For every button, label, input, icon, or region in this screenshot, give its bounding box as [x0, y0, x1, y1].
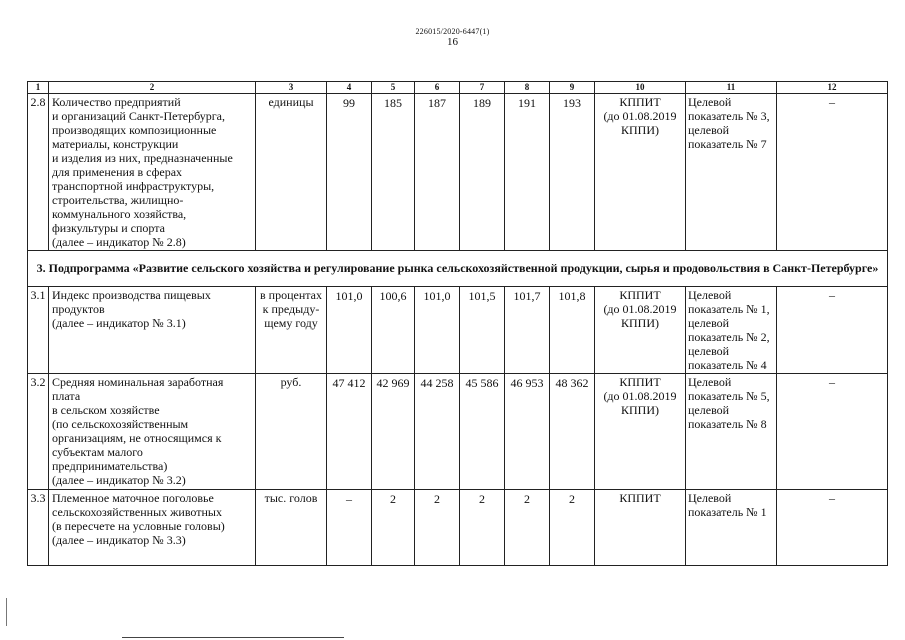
value: 101,0	[415, 287, 460, 374]
indicators-table	[27, 81, 888, 566]
value: 2	[460, 490, 505, 566]
table-row	[28, 287, 888, 374]
section-title: 3. Подпрограмма «Развитие сельского хозяйства и регулирование рынка сельскохозяйственной продукции, сырья и продовольствия в Санкт-Петербурге»	[28, 251, 888, 287]
target-indicator: Целевой показатель № 1	[686, 490, 777, 566]
value: 191	[505, 94, 550, 251]
table-row	[28, 490, 888, 566]
value: 46 953	[505, 374, 550, 490]
row-number: 3.1	[28, 287, 49, 374]
col-header: 5	[372, 82, 415, 94]
value: 44 258	[415, 374, 460, 490]
indicator-name: Племенное маточное поголовье сельскохозяйственных животных (в пересчете на условные головы) (далее – индикатор № 3.3)	[49, 490, 256, 566]
col-header: 3	[256, 82, 327, 94]
col-header: 8	[505, 82, 550, 94]
value: 42 969	[372, 374, 415, 490]
value: 45 586	[460, 374, 505, 490]
note: –	[777, 94, 888, 251]
page-number: 16	[447, 36, 458, 48]
value: 47 412	[327, 374, 372, 490]
value: 193	[550, 94, 595, 251]
note: –	[777, 287, 888, 374]
value: 2	[550, 490, 595, 566]
column-number-row	[28, 82, 888, 94]
footnote-separator	[122, 637, 344, 638]
col-header: 1	[28, 82, 49, 94]
unit: тыс. голов	[256, 490, 327, 566]
value: 99	[327, 94, 372, 251]
value: 48 362	[550, 374, 595, 490]
col-header: 12	[777, 82, 888, 94]
unit: единицы	[256, 94, 327, 251]
value: –	[327, 490, 372, 566]
col-header: 6	[415, 82, 460, 94]
table-row	[28, 374, 888, 490]
source: КППИТ (до 01.08.2019 КППИ)	[595, 287, 686, 374]
col-header: 4	[327, 82, 372, 94]
value: 100,6	[372, 287, 415, 374]
value: 101,8	[550, 287, 595, 374]
unit: руб.	[256, 374, 327, 490]
scan-edge-mark	[6, 598, 7, 626]
target-indicator: Целевой показатель № 3, целевой показатель № 7	[686, 94, 777, 251]
document-id: 226015/2020-6447(1)	[415, 27, 490, 36]
value: 2	[505, 490, 550, 566]
note: –	[777, 374, 888, 490]
col-header: 9	[550, 82, 595, 94]
unit: в процентах к предыду-щему году	[256, 287, 327, 374]
col-header: 7	[460, 82, 505, 94]
value: 101,5	[460, 287, 505, 374]
target-indicator: Целевой показатель № 1, целевой показатель № 2, целевой показатель № 4	[686, 287, 777, 374]
row-number: 2.8	[28, 94, 49, 251]
value: 2	[372, 490, 415, 566]
section-row	[28, 251, 888, 287]
indicator-name: Средняя номинальная заработная плата в сельском хозяйстве (по сельскохозяйственным организациям, не относящимся к субъектам малого предпринимательства) (далее – индикатор № 3.2)	[49, 374, 256, 490]
value: 101,7	[505, 287, 550, 374]
source: КППИТ	[595, 490, 686, 566]
row-number: 3.3	[28, 490, 49, 566]
indicator-name: Индекс производства пищевых продуктов (далее – индикатор № 3.1)	[49, 287, 256, 374]
value: 185	[372, 94, 415, 251]
note: –	[777, 490, 888, 566]
value: 187	[415, 94, 460, 251]
source: КППИТ (до 01.08.2019 КППИ)	[595, 94, 686, 251]
table-row	[28, 94, 888, 251]
col-header: 11	[686, 82, 777, 94]
indicator-name: Количество предприятий и организаций Санкт-Петербурга, производящих композиционные материалы, конструкции и изделия из них, предназначенные для применения в сферах транспортной инфраструктуры, строительства, жилищно-коммунального хозяйства, физкультуры и спорта (далее – индикатор № 2.8)	[49, 94, 256, 251]
value: 2	[415, 490, 460, 566]
col-header: 10	[595, 82, 686, 94]
value: 189	[460, 94, 505, 251]
row-number: 3.2	[28, 374, 49, 490]
target-indicator: Целевой показатель № 5, целевой показатель № 8	[686, 374, 777, 490]
source: КППИТ (до 01.08.2019 КППИ)	[595, 374, 686, 490]
col-header: 2	[49, 82, 256, 94]
value: 101,0	[327, 287, 372, 374]
